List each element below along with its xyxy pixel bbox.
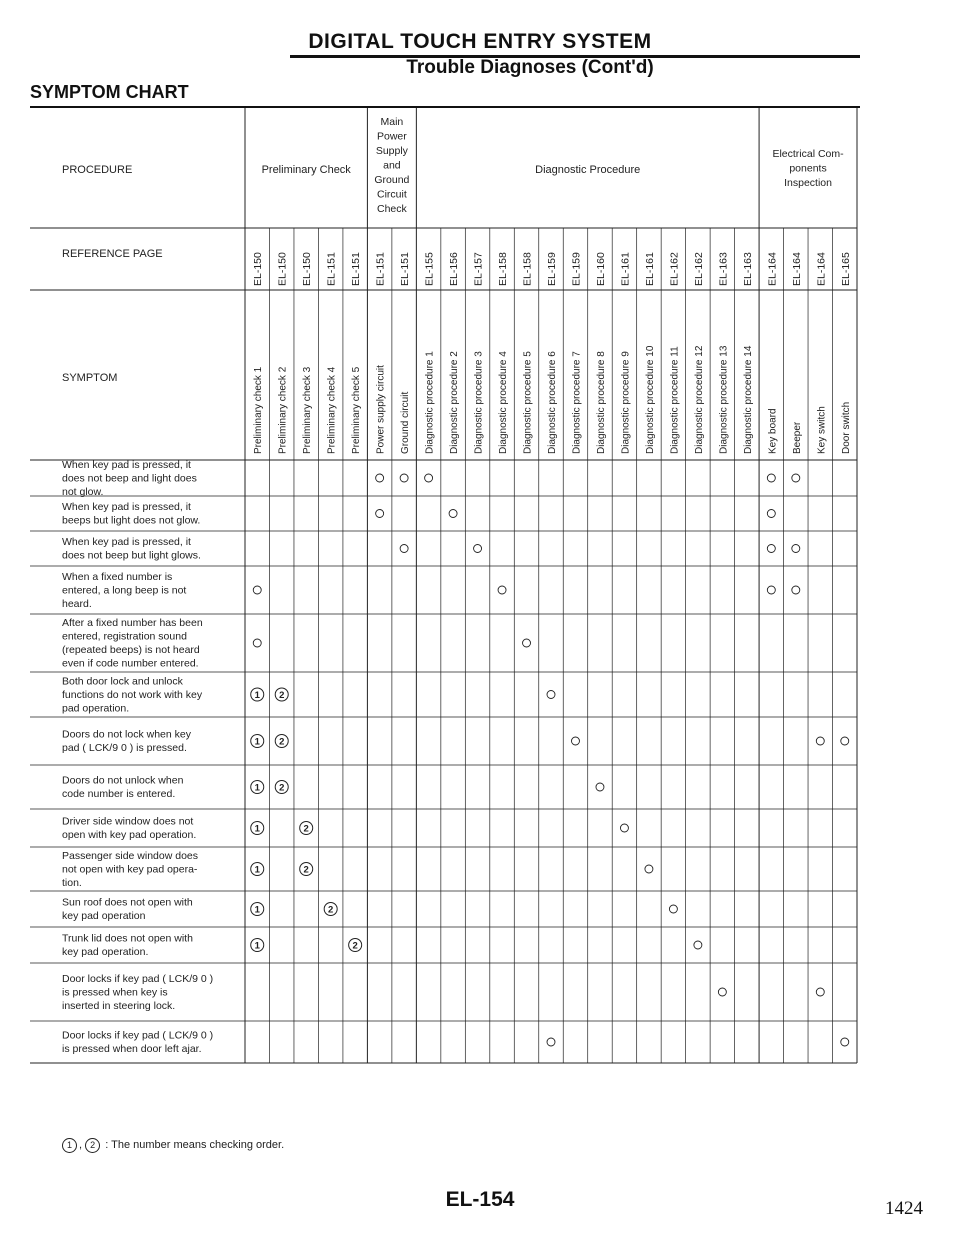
column-reference-page: EL-150 [252, 252, 265, 286]
column-reference-page: EL-163 [717, 252, 730, 286]
column-reference-page: EL-163 [741, 252, 754, 286]
column-reference-page: EL-158 [497, 252, 510, 286]
column-name: Diagnostic procedure 13 [718, 345, 730, 454]
procedure-label: PROCEDURE [62, 164, 133, 176]
column-reference-page: EL-162 [668, 252, 681, 286]
symptom-text: When key pad is pressed, it [62, 536, 191, 548]
group-electrical-components-line: Inspection [784, 177, 832, 189]
symptom-text: pad operation. [62, 702, 130, 715]
symptom-text: Driver side window does not [62, 815, 194, 828]
check-circle-mark [400, 545, 408, 553]
column-reference-page: EL-160 [594, 252, 607, 286]
symptom-text: Passenger side window does [62, 849, 198, 862]
symptom-text: Trunk lid does not open with [62, 932, 193, 945]
symptom-text: key pad operation [62, 910, 146, 922]
column-name: Diagnostic procedure 9 [620, 351, 632, 454]
symptom-text: After a fixed number has been [62, 617, 203, 629]
symptom-text: pad ( LCK/9 0 ) is pressed. [62, 742, 187, 754]
column-name: Preliminary check 5 [351, 366, 363, 454]
column-reference-page: EL-161 [643, 252, 656, 286]
reference-page-label: REFERENCE PAGE [62, 248, 163, 260]
check-circle-mark [376, 510, 384, 518]
column-name: Beeper [791, 421, 803, 454]
check-circle-mark [792, 545, 800, 553]
check-circle-mark [425, 474, 433, 482]
symptom-text: is pressed when door left ajar. [62, 1043, 202, 1055]
column-name: Diagnostic procedure 2 [449, 351, 461, 454]
column-reference-page: EL-151 [374, 252, 387, 286]
symptom-text: Doors do not unlock when [62, 774, 184, 787]
check-circle-mark [767, 586, 775, 594]
check-circle-mark [253, 586, 261, 594]
symptom-text: Sun roof does not open with [62, 896, 193, 909]
check-circle-mark [498, 586, 506, 594]
check-order-number: 2 [352, 940, 358, 952]
group-power-supply-line: Main [380, 116, 404, 128]
column-reference-page: EL-164 [790, 252, 803, 286]
check-circle-mark [253, 639, 261, 647]
check-circle-mark [596, 783, 604, 791]
check-circle-mark [474, 545, 482, 553]
column-name: Ground circuit [400, 391, 412, 454]
group-power-supply-line: Check [376, 203, 407, 215]
symptom-text: is pressed when key is [62, 986, 168, 999]
check-circle-mark [841, 1038, 849, 1046]
check-circle-mark [841, 737, 849, 745]
check-order-number: 2 [279, 782, 285, 794]
column-name: Power supply circuit [375, 365, 387, 454]
column-reference-page: EL-164 [815, 252, 828, 286]
check-circle-mark [792, 586, 800, 594]
legend: 1 , 2 : The number means checking order. [62, 1138, 284, 1153]
page-code: EL-154 [445, 1188, 515, 1211]
document-title: DIGITAL TOUCH ENTRY SYSTEM [308, 30, 652, 53]
document-subtitle: Trouble Diagnoses (Cont'd) [406, 57, 654, 78]
symptom-text: open with key pad operation. [62, 829, 197, 841]
check-order-number: 2 [279, 736, 285, 748]
column-reference-page: EL-159 [546, 252, 558, 286]
symptom-text: When a fixed number is [62, 570, 173, 583]
check-circle-mark [816, 737, 824, 745]
group-power-supply-line: Power [376, 130, 407, 143]
legend-mark-2: 2 [85, 1138, 100, 1153]
check-circle-mark [718, 988, 726, 996]
column-reference-page: EL-150 [301, 252, 314, 286]
section-title: SYMPTOM CHART [30, 82, 189, 102]
column-reference-page: EL-156 [448, 252, 461, 286]
group-power-supply-line: and [383, 159, 401, 172]
symptom-text: tion. [62, 876, 82, 889]
check-circle-mark [449, 510, 457, 518]
column-name: Diagnostic procedure 8 [595, 351, 607, 454]
group-power-supply-line: Circuit [376, 188, 407, 201]
check-order-number: 2 [279, 690, 285, 701]
column-reference-page: EL-158 [521, 252, 534, 286]
column-name: Diagnostic procedure 5 [522, 351, 534, 454]
symptom-text: When key pad is pressed, it [62, 458, 191, 471]
column-reference-page: EL-164 [766, 252, 779, 286]
column-name: Door switch [840, 401, 852, 454]
check-order-number: 2 [303, 823, 309, 835]
group-power-supply-line: Supply [375, 145, 408, 157]
check-circle-mark [645, 865, 653, 873]
symptom-text: key pad operation. [62, 946, 149, 958]
symptom-text: does not beep but light glows. [62, 549, 201, 562]
symptom-text: not glow. [62, 485, 104, 498]
check-order-number: 1 [254, 690, 260, 701]
symptom-text: functions do not work with key [62, 688, 203, 701]
sheet-number: 1424 [885, 1198, 923, 1219]
symptom-text: entered, registration sound [62, 630, 187, 643]
symptom-text: code number is entered. [62, 788, 176, 800]
column-name: Preliminary check 2 [277, 366, 289, 454]
column-reference-page: EL-157 [472, 252, 485, 286]
check-circle-mark [767, 545, 775, 553]
check-order-number: 1 [254, 904, 260, 916]
column-name: Diagnostic procedure 4 [498, 351, 510, 454]
column-name: Diagnostic procedure 7 [571, 351, 583, 454]
check-circle-mark [547, 1038, 555, 1046]
column-name: Diagnostic procedure 12 [693, 345, 705, 454]
check-order-number: 2 [303, 864, 309, 876]
column-reference-page: EL-151 [350, 252, 363, 286]
column-reference-page: EL-161 [619, 252, 632, 286]
column-name: Preliminary check 3 [302, 366, 314, 454]
group-power-supply-line: Ground [374, 174, 410, 186]
check-circle-mark [694, 941, 702, 949]
group-electrical-components-line: Electrical Com- [772, 148, 844, 160]
column-reference-page: EL-155 [423, 252, 436, 286]
column-name: Diagnostic procedure 1 [424, 351, 436, 454]
check-circle-mark [816, 988, 824, 996]
legend-mark-1: 1 [62, 1138, 77, 1153]
check-order-number: 1 [254, 864, 260, 876]
group-diagnostic-procedure: Diagnostic Procedure [535, 164, 641, 176]
check-order-number: 2 [328, 904, 334, 916]
column-reference-page: EL-150 [276, 252, 289, 286]
group-electrical-components-line: ponents [789, 162, 827, 175]
column-name: Key switch [816, 406, 828, 454]
symptom-text: Doors do not lock when key [62, 728, 191, 741]
column-name: Diagnostic procedure 11 [669, 346, 681, 454]
column-reference-page: EL-159 [570, 252, 583, 286]
legend-text: : The number means checking order. [105, 1139, 285, 1151]
symptom-text: beeps but light does not glow. [62, 514, 201, 527]
column-name: Key board [767, 408, 779, 454]
column-reference-page: EL-151 [325, 252, 338, 286]
check-order-number: 1 [254, 736, 260, 748]
column-name: Diagnostic procedure 6 [547, 351, 558, 454]
check-circle-mark [620, 824, 628, 832]
symptom-label: SYMPTOM [62, 372, 118, 384]
symptom-text: entered, a long beep is not [62, 584, 187, 597]
symptom-text: heard. [62, 597, 92, 610]
column-name: Diagnostic procedure 10 [644, 345, 656, 454]
check-circle-mark [376, 474, 384, 482]
check-circle-mark [792, 474, 800, 482]
symptom-text: does not beep and light does [62, 472, 197, 485]
group-preliminary-check: Preliminary Check [261, 164, 351, 176]
check-circle-mark [523, 639, 531, 647]
symptom-text: inserted in steering lock. [62, 999, 176, 1012]
symptom-text: When key pad is pressed, it [62, 501, 191, 513]
check-circle-mark [571, 737, 579, 745]
symptom-text: even if code number entered. [62, 657, 199, 670]
column-reference-page: EL-151 [399, 252, 412, 286]
check-circle-mark [400, 474, 408, 482]
check-order-number: 1 [254, 940, 260, 952]
symptom-text: (repeated beeps) is not heard [62, 644, 200, 656]
symptom-text: Both door lock and unlock [62, 675, 183, 688]
check-circle-mark [547, 691, 555, 699]
column-name: Preliminary check 4 [326, 366, 338, 454]
column-name: Diagnostic procedure 3 [473, 351, 485, 454]
column-reference-page: EL-165 [839, 252, 852, 286]
column-reference-page: EL-162 [692, 252, 705, 286]
column-name: Diagnostic procedure 14 [742, 345, 754, 454]
check-circle-mark [767, 474, 775, 482]
column-name: Preliminary check 1 [253, 366, 265, 454]
symptom-text: not open with key pad opera- [62, 863, 198, 876]
check-order-number: 1 [254, 823, 260, 835]
symptom-text: Door locks if key pad ( LCK/9 0 ) [62, 972, 214, 985]
check-circle-mark [767, 510, 775, 518]
symptom-text: Door locks if key pad ( LCK/9 0 ) [62, 1029, 214, 1042]
check-order-number: 1 [254, 782, 260, 794]
check-circle-mark [669, 905, 677, 913]
